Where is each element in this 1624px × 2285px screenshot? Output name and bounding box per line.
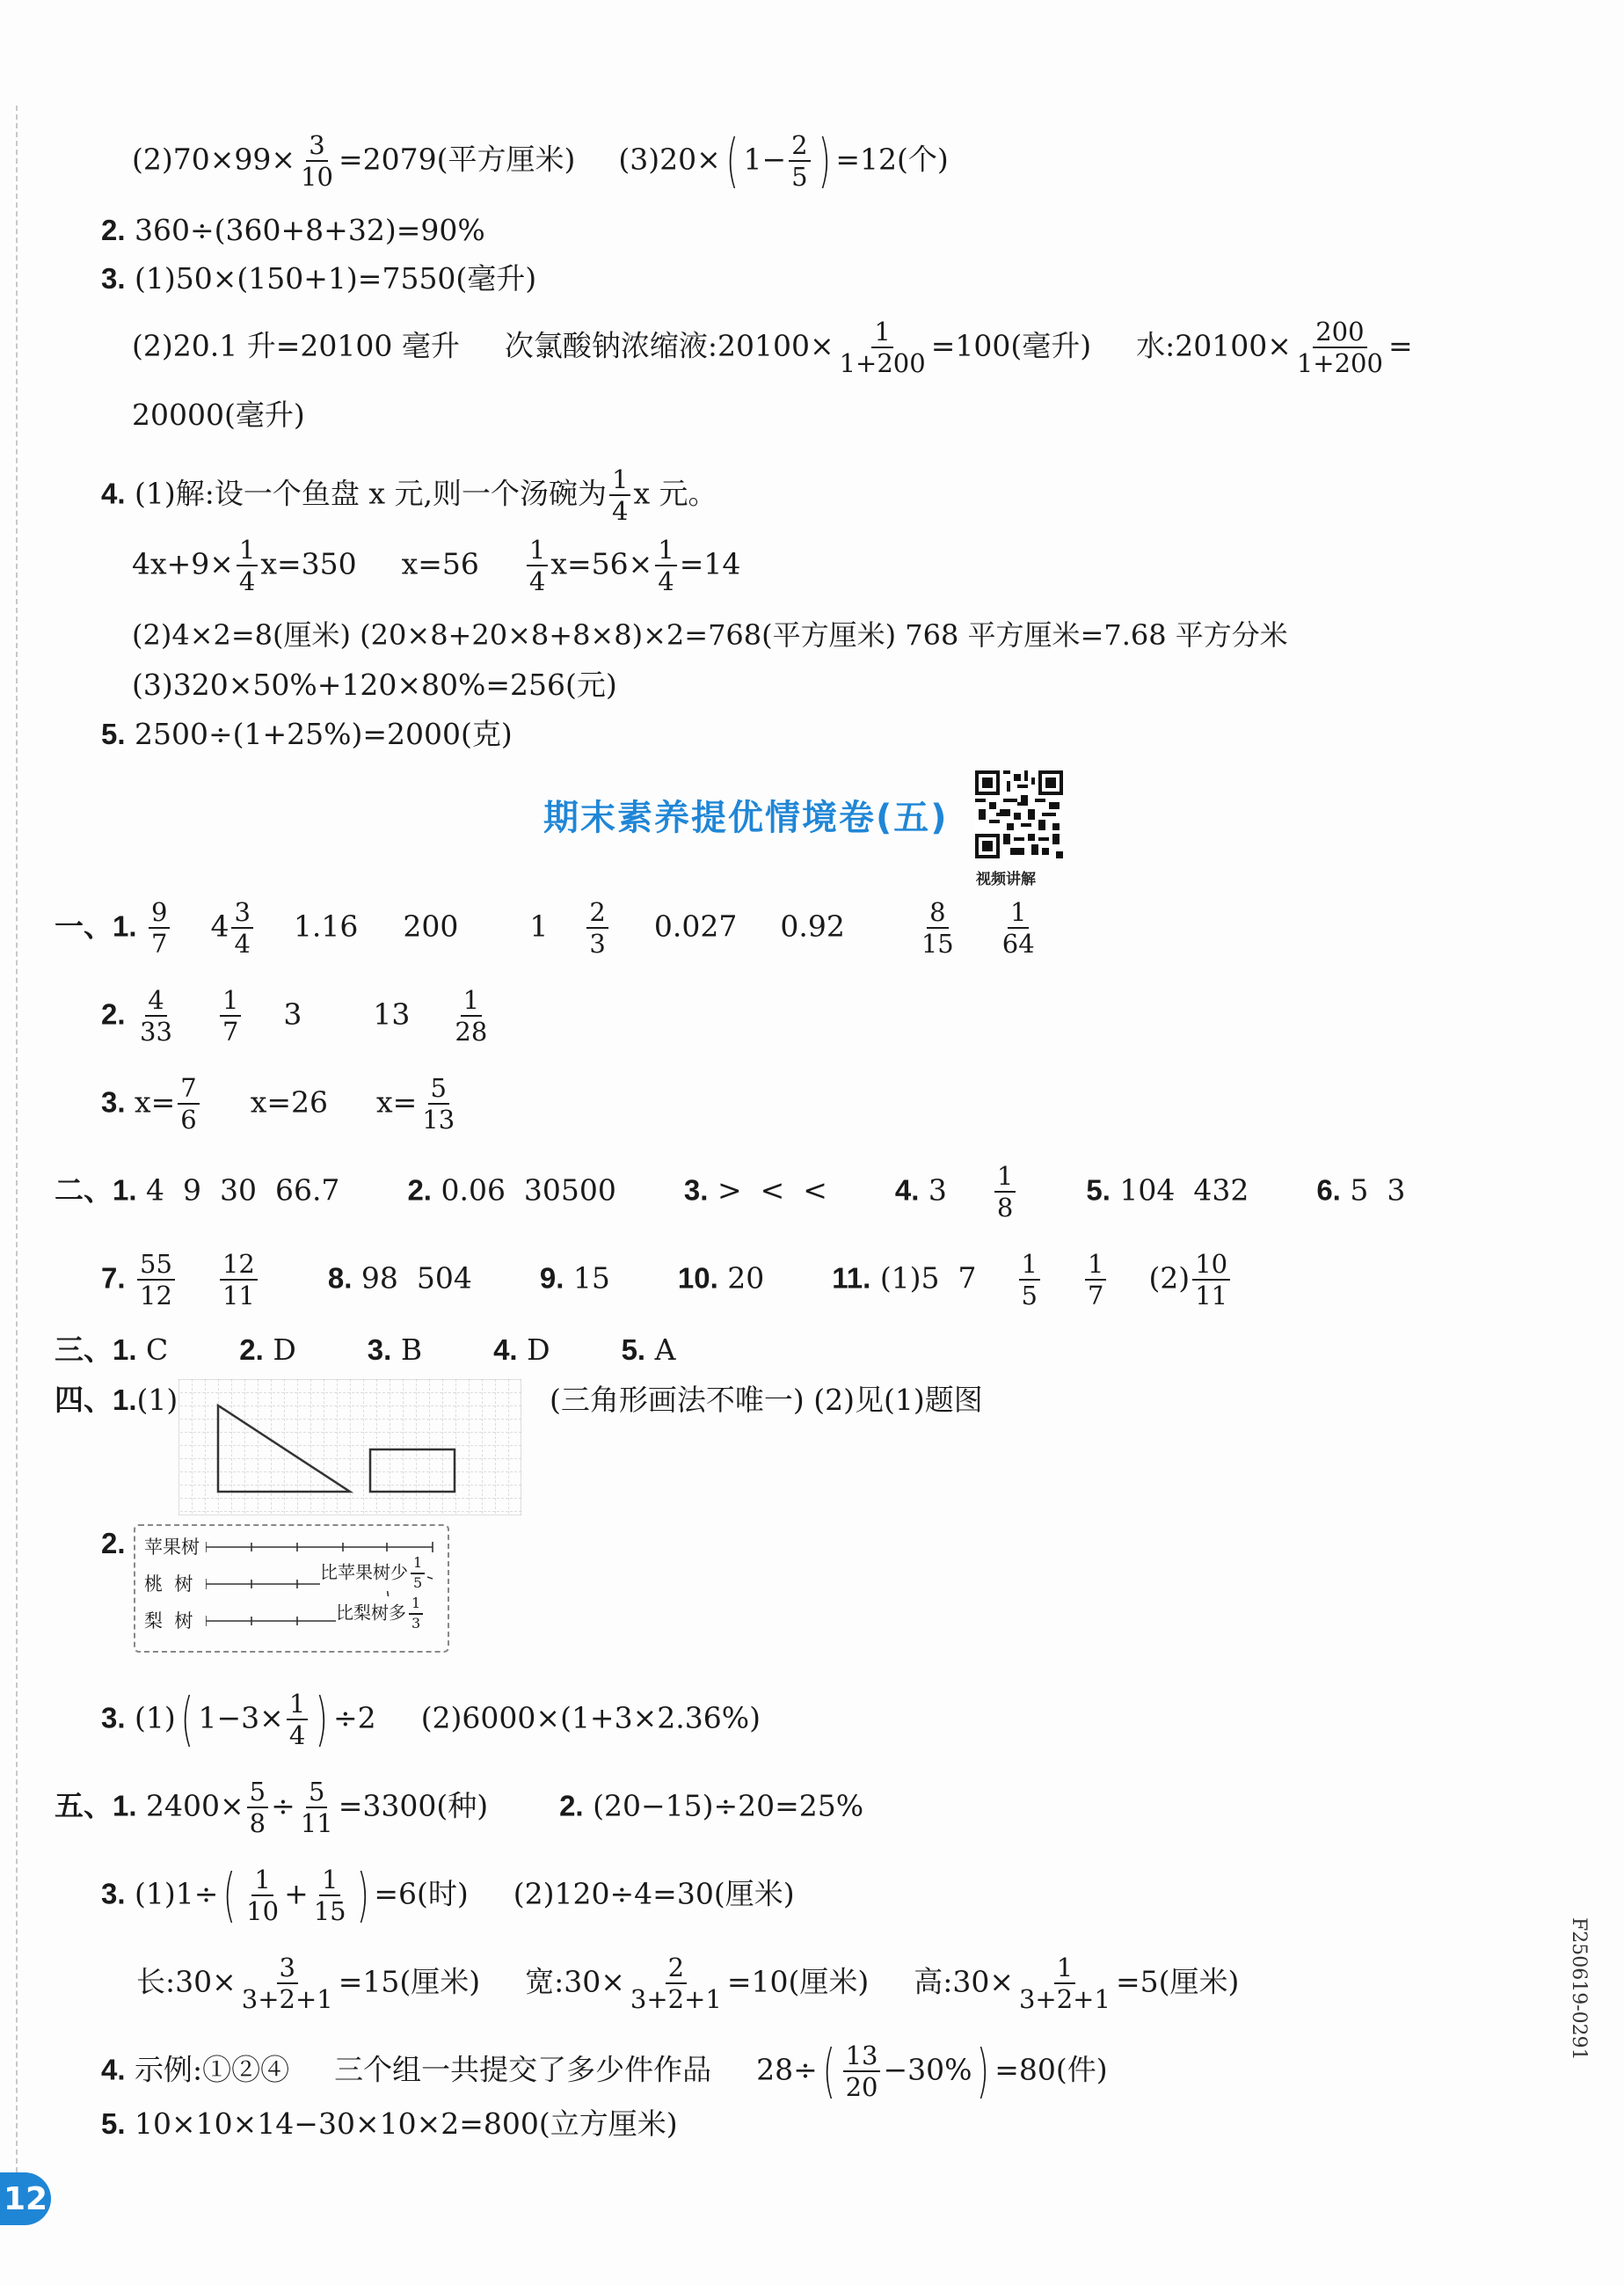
side-code: F250619-0291 bbox=[1568, 1917, 1590, 2061]
part2-row1: 二、1. 4 9 30 66.7 2. 0.06 30500 3. > < < 4. 3 $\frac{1}{8}$ 5. 104 432 6. 5 3 bbox=[55, 1161, 1406, 1223]
fraction: $\frac{4}{33}$ bbox=[140, 985, 172, 1048]
fraction: $\frac{1}{4}$ bbox=[287, 1690, 308, 1749]
fraction: $\frac{1}{64}$ bbox=[1001, 897, 1035, 960]
fraction: $\frac{5}{8}$ bbox=[247, 1778, 268, 1837]
page-number-badge: 12 bbox=[0, 2172, 51, 2225]
fraction: $\frac{55}{12}$ bbox=[137, 1251, 175, 1310]
part5-q3-line2: 长:30× $\frac{3}{3+2+1}$ =15(厘米) 宽:30× $\frac{2}{3+2+1}$ =10(厘米) 高:30× $\frac{1}{3+2+1}$ =5(厘米) bbox=[136, 1953, 1240, 2015]
fraction: $\frac{2}{3}$ bbox=[586, 899, 608, 958]
diagram-note-pear: 比梨树多 $\frac{1}{3}$ bbox=[336, 1596, 426, 1632]
part3-row: 三、1. C 2. D 3. B 4. D 5. A bbox=[55, 1332, 676, 1367]
qr-caption: 视频讲解 bbox=[976, 871, 1036, 888]
fraction: $\frac{3}{3+2+1}$ bbox=[241, 1953, 333, 2015]
fraction: $\frac{1}{5}$ bbox=[1019, 1251, 1040, 1310]
line-diagram bbox=[134, 1524, 449, 1653]
fraction: $\frac{12}{11}$ bbox=[220, 1251, 258, 1310]
part1-q2: 2. $\frac{4}{33}$ $\frac{1}{7}$ 3 13 $\frac{1}{28}$ bbox=[101, 987, 492, 1046]
top-q2: 2. 360÷(360+8+32)=90% bbox=[101, 213, 485, 247]
top-q1-line: (2)70×99× $\frac{3}{10}$ =2079(平方厘米) (3)20×( 1− $\frac{2}{5}$ ) =12(个) bbox=[132, 127, 949, 195]
part1-q3: 3. x= $\frac{7}{6}$ x=26 x= $\frac{5}{13}$ bbox=[101, 1075, 460, 1134]
fraction: $\frac{1}{7}$ bbox=[220, 987, 241, 1046]
fraction: $\frac{5}{11}$ bbox=[300, 1777, 333, 1839]
part5-q5: 5. 10×10×14−30×10×2=800(立方厘米) bbox=[101, 2106, 678, 2141]
part4-q3: 3. (1)( 1−3× $\frac{1}{4}$ ) ÷2 (2)6000×(1+3×2.36%) bbox=[101, 1685, 761, 1754]
top-q1-2: (2)70×99× bbox=[132, 142, 296, 177]
top-q3-2: (2)20.1 升=20100 毫升 次氯酸钠浓缩液:20100× $\frac{1}{1+200}$ =100(毫升) 水:20100× $\frac{200}{1+200}$ = bbox=[132, 317, 1413, 379]
fraction: $\frac{1}{3+2+1}$ bbox=[1018, 1953, 1111, 2015]
fraction: $\frac{9}{7}$ bbox=[149, 899, 170, 958]
fraction: $\frac{1}{28}$ bbox=[455, 985, 488, 1048]
fraction: $\frac{1}{15}$ bbox=[313, 1865, 346, 1927]
top-q4-2: (2)4×2=8(厘米) (20×8+20×8+8×8)×2=768(平方厘米) 768 平方厘米=7.68 平方分米 bbox=[132, 618, 1288, 652]
diagram-note-apple: 比苹果树少 $\frac{1}{5}$ bbox=[320, 1556, 427, 1591]
part4-q2-num: 2. bbox=[101, 1527, 126, 1559]
fraction: $\frac{13}{20}$ bbox=[843, 2042, 881, 2101]
top-q4-1b: 4x+9× $\frac{1}{4}$ x=350 x=56 $\frac{1}{4}$ x=56× $\frac{1}{4}$ =14 bbox=[132, 535, 741, 597]
top-q3-1: 3. (1)50×(150+1)=7550(毫升) bbox=[101, 261, 537, 296]
fraction: $\frac{1}{4}$ bbox=[655, 537, 676, 595]
top-q3-2-cont: 20000(毫升) bbox=[132, 398, 305, 432]
part2-row2: 7. $\frac{55}{12}$ $\frac{12}{11}$ 8. 98 504 9. 15 10. 20 11. (1)5 7 $\frac{1}{5}$ $\frac{1}{7}$ (2) $\frac{10}{11}$ bbox=[101, 1251, 1233, 1310]
diagram-row-peach: 桃 树 bbox=[144, 1573, 193, 1595]
top-q5: 5. 2500÷(1+25%)=2000(克) bbox=[101, 717, 513, 751]
qr-code[interactable] bbox=[974, 770, 1064, 858]
diagram-row-pear: 梨 树 bbox=[144, 1610, 193, 1632]
part5-row1: 五、1. 2400× $\frac{5}{8}$ ÷ $\frac{5}{11}$ =3300(种) 2. (20−15)÷20=25% bbox=[55, 1777, 864, 1839]
part5-q3-line1: 3. (1)1÷( $\frac{1}{10}$ + $\frac{1}{15}$ ) =6(时) (2)120÷4=30(厘米) bbox=[101, 1861, 795, 1930]
fraction: $\frac{3}{4}$ bbox=[231, 899, 252, 958]
left-margin-dash bbox=[16, 106, 18, 2199]
grid-figure bbox=[178, 1379, 521, 1515]
section-title: 期末素养提优情境卷(五) bbox=[543, 798, 949, 838]
fraction: $\frac{1}{5}$ bbox=[411, 1556, 425, 1591]
fraction: $\frac{2}{5}$ bbox=[789, 132, 810, 191]
part5-q4: 4. 示例:①②④ 三个组一共提交了多少件作品 28÷( $\frac{13}{20}$ −30%) =80(件) bbox=[101, 2037, 1108, 2106]
fraction: $\frac{1}{3}$ bbox=[409, 1596, 423, 1632]
fraction: $\frac{1}{4}$ bbox=[237, 537, 258, 595]
part4-q1-label: 四、1.(1) bbox=[55, 1383, 178, 1417]
fraction: $\frac{8}{15}$ bbox=[921, 897, 954, 960]
fraction: $\frac{5}{13}$ bbox=[422, 1073, 455, 1135]
fraction: $\frac{1}{7}$ bbox=[1085, 1251, 1106, 1310]
diagram-row-apple: 苹果树 bbox=[144, 1537, 200, 1558]
fraction: $\frac{10}{11}$ bbox=[1192, 1251, 1230, 1310]
fraction: $\frac{7}{6}$ bbox=[178, 1075, 199, 1134]
fraction: $\frac{1}{4}$ bbox=[609, 466, 630, 525]
top-q4-1a: 4. (1)解:设一个鱼盘 x 元,则一个汤碗为 $\frac{1}{4}$ x 元。 bbox=[101, 464, 717, 527]
fraction: $\frac{2}{3+2+1}$ bbox=[630, 1953, 722, 2015]
fraction: $\frac{1}{1+200}$ bbox=[839, 317, 926, 379]
fraction: $\frac{1}{8}$ bbox=[994, 1163, 1016, 1222]
fraction: $\frac{3}{10}$ bbox=[301, 130, 333, 193]
part1-q1: 一、1. $\frac{9}{7}$ 4 $\frac{3}{4}$ 1.16 200 1 $\frac{2}{3}$ 0.027 0.92 $\frac{8}{15}$ $\frac{1}{64}$ bbox=[55, 899, 1040, 958]
fraction: $\frac{1}{10}$ bbox=[246, 1865, 280, 1927]
fraction: $\frac{1}{4}$ bbox=[527, 537, 548, 595]
part4-q1-note: (三角形画法不唯一) (2)见(1)题图 bbox=[550, 1383, 983, 1417]
top-q4-3: (3)320×50%+120×80%=256(元) bbox=[132, 668, 617, 702]
fraction: $\frac{200}{1+200}$ bbox=[1296, 317, 1383, 379]
